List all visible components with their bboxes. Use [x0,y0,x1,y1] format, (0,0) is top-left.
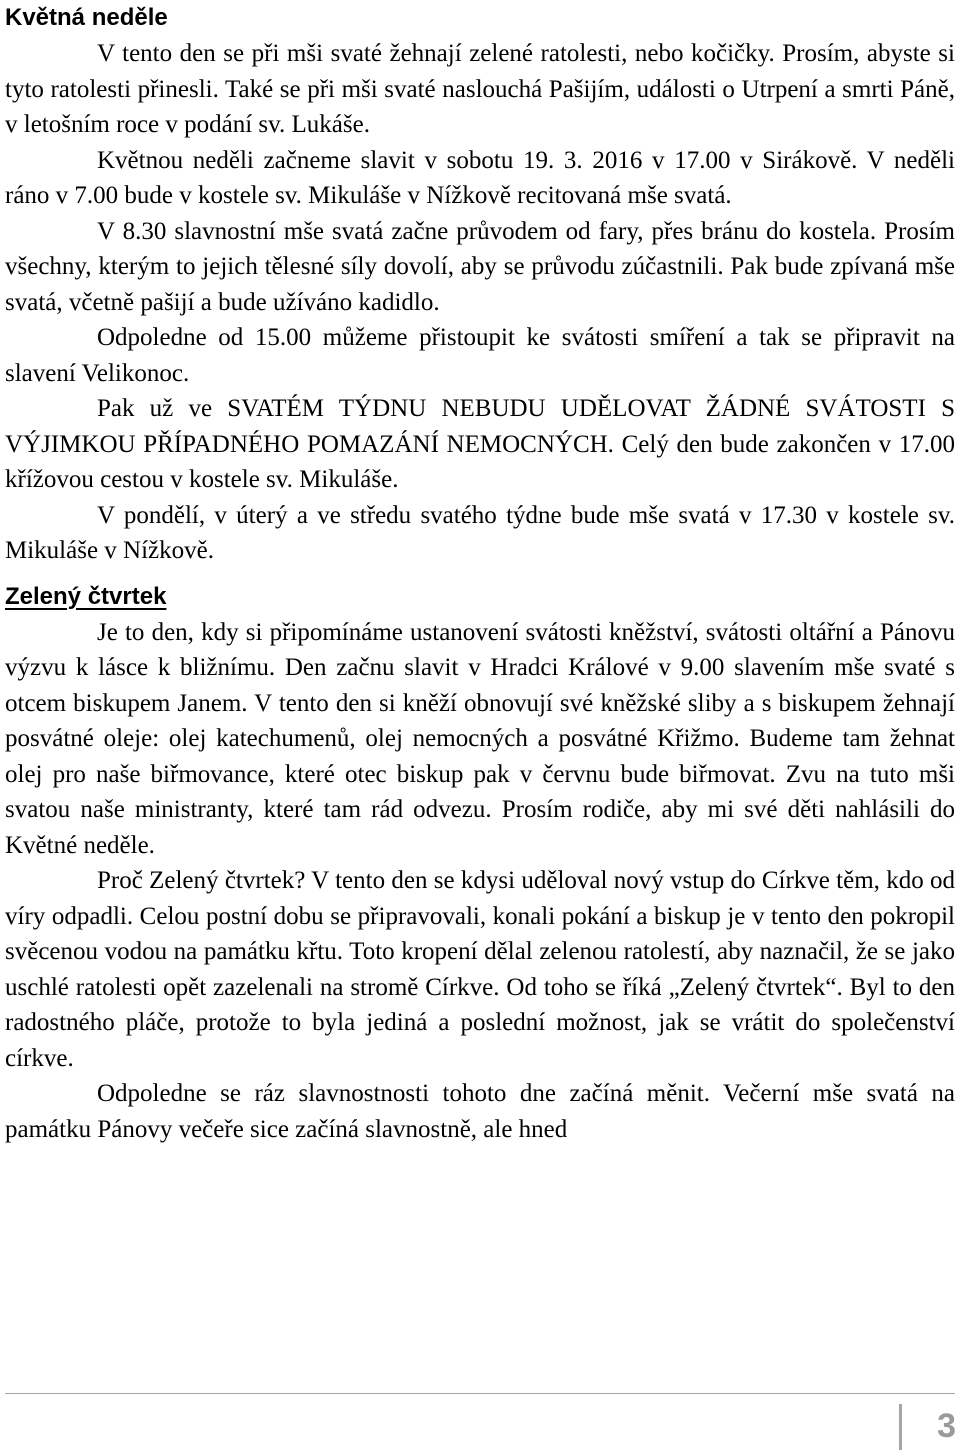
paragraph: Odpoledne od 15.00 můžeme přistoupit ke svátosti smíření a tak se připravit na slavení Velikonoc. [5,324,955,387]
paragraph: Květnou neděli začneme slavit v sobotu 19. 3. 2016 v 17.00 v Sirákově. V neděli ráno v 7.00 bude v kostele sv. Mikuláše v Nížkově recitovaná mše svatá. [5,146,955,209]
footer-divider [5,1393,955,1394]
section-title-kvetna-nedele: Květná neděle [5,4,168,31]
paragraph: V 8.30 slavnostní mše svatá začne průvodem od fary, přes bránu do kostela. Prosím všechny, kterým to jejich tělesné síly dovolí, aby se průvodu zúčastnili. Pak bude zpívaná mše svatá, včetně pašijí a bude užíváno kadidlo. [5,217,955,316]
paragraph: Je to den, kdy si připomínáme ustanovení svátosti kněžství, svátosti oltářní a Pánovu výzvu k lásce k bližnímu. Den začnu slavit v Hradci Králové v 9.00 slavením mše svaté s otcem biskupem Janem. V tento den si kněží obnovují své kněžské sliby a s biskupem žehnají posvátné oleje: olej katechumenů, olej nemocných a posvátné Křižmo. Budeme tam žehnat olej pro naše biřmovance, které otec biskup pak v červnu bude biřmovat. Zvu na tuto mši svatou naše ministranty, které tam rád odvezu. Prosím rodiče, aby mi své děti nahlásili do Květné neděle. [5,618,955,859]
page-number-box [899,1404,960,1450]
document-page [5,0,955,1147]
paragraph: Pak už ve SVATÉM TÝDNU NEBUDU UDĚLOVAT ŽÁDNÉ SVÁTOSTI S VÝJIMKOU PŘÍPADNÉHO POMAZÁNÍ NEMOCNÝCH. Celý den bude zakončen v 17.00 křížovou cestou v kostele sv. Mikuláše. [5,395,955,493]
paragraph: Odpoledne se ráz slavnostnosti tohoto dne začíná měnit. Večerní mše svatá na památku Pánovy večeře sice začíná slavnostně, ale hned [5,1080,955,1143]
paragraph: Proč Zelený čtvrtek? V tento den se kdysi uděloval nový vstup do Církve těm, kdo od víry odpadli. Celou postní dobu se připravovali, konali pokání a biskup je v tento den pokropil svěcenou vodou na památku křtu. Toto kropení dělal zelenou ratolestí, aby naznačil, že se jako uschlé ratolesti opět zazelenali na stromě Církve. Od toho se říká „Zelený čtvrtek“. Byl to den radostného pláče, protože to byla jediná a poslední možnost, jak se vrátit do společenství církve. [5,867,955,1072]
paragraph: V pondělí, v úterý a ve středu svatého týdne bude mše svatá v 17.30 v kostele sv. Mikuláše v Nížkově. [5,501,955,564]
section-title-zeleny-ctvrtek: Zelený čtvrtek [5,582,167,610]
page-number: 3 [937,1407,956,1445]
paragraph: V tento den se při mši svaté žehnají zelené ratolesti, nebo kočičky. Prosím, abyste si tyto ratolesti přinesli. Také se při mši svaté naslouchá Pašijím, události o Utrpení a smrti Páně, v letošním roce v podání sv. Lukáše. [5,40,955,138]
